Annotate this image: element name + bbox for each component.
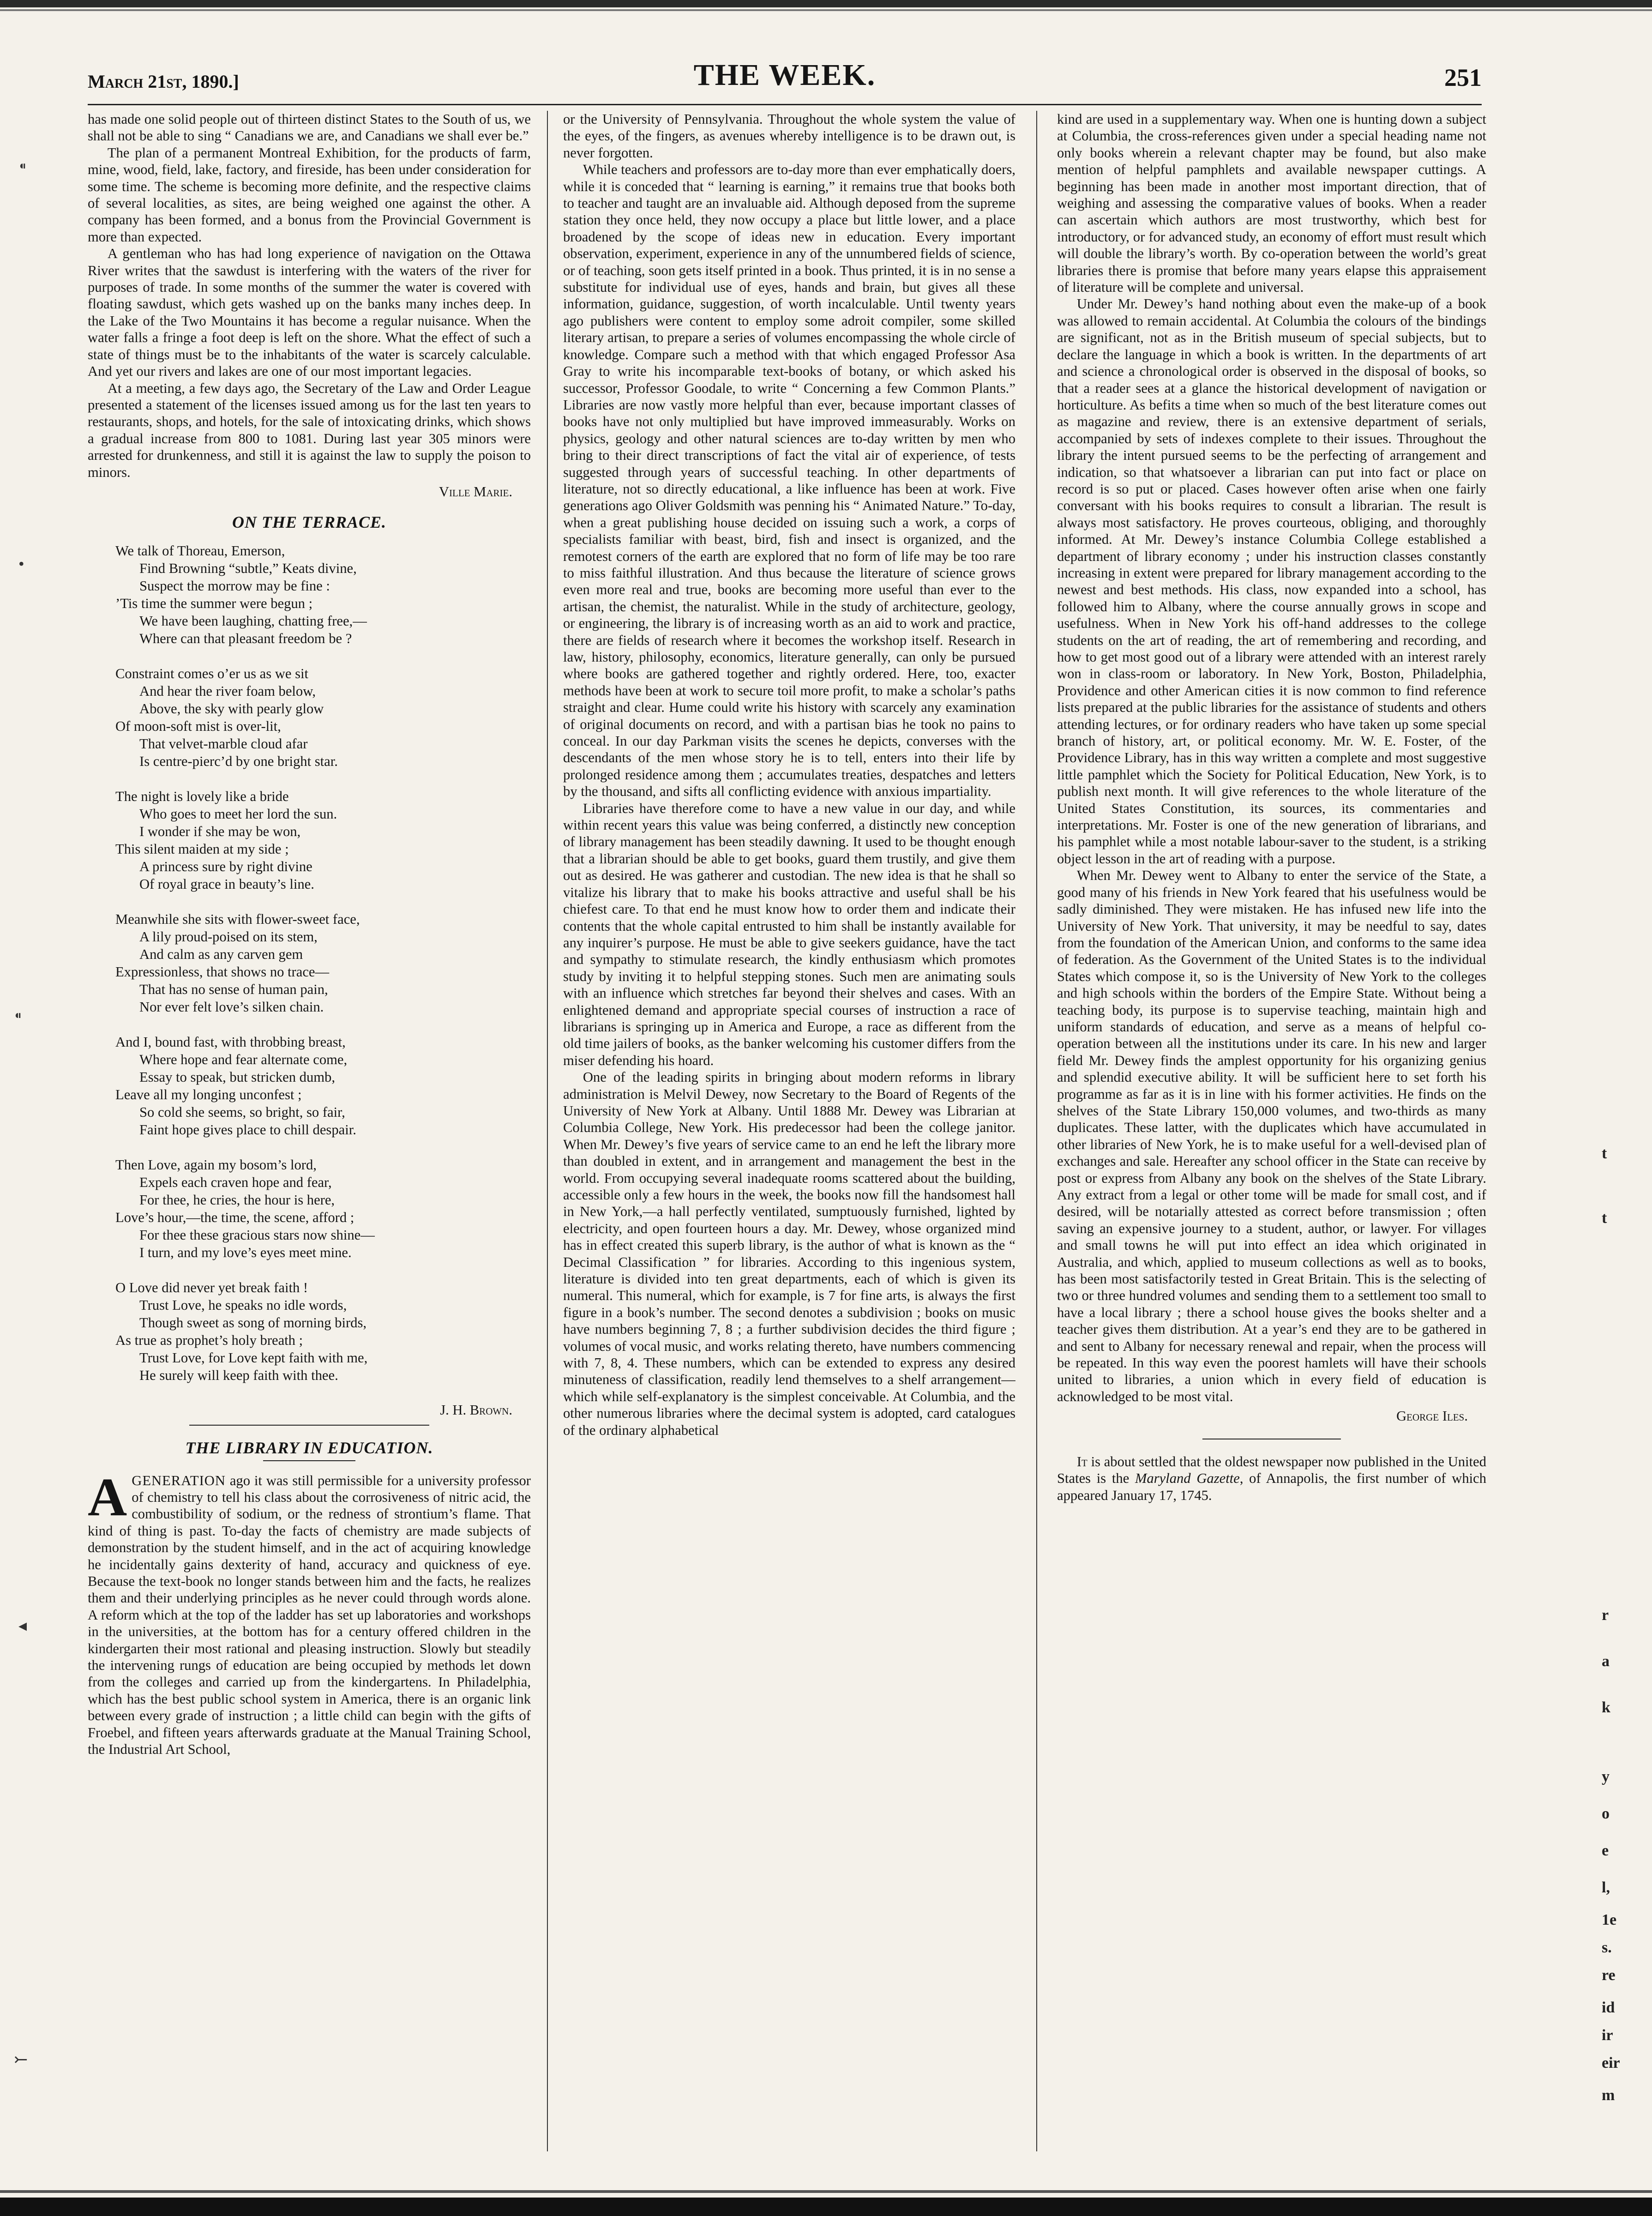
poem-line: ’Tis time the summer were begun ;: [115, 595, 313, 611]
column-1: [88, 111, 531, 2151]
poem-line: Nor ever felt love’s silken chain.: [139, 999, 324, 1015]
poem-line: Of moon-soft mist is over-lit,: [115, 718, 281, 734]
stanza: [115, 1279, 531, 1384]
poem-line: Where hope and fear alternate come,: [139, 1051, 348, 1067]
scan-mark: ⁌: [18, 157, 27, 176]
poem-line: For thee these gracious stars now shine—: [139, 1227, 375, 1243]
poem-line: For thee, he cries, the hour is here,: [139, 1192, 335, 1208]
edge-fragment: 1e: [1602, 1911, 1617, 1928]
scan-mark: •: [18, 554, 24, 573]
poem-line: I turn, and my love’s eyes meet mine.: [139, 1244, 352, 1260]
note-text-end: , of Annapolis, the first number of which appeared January 17, 1745.: [1057, 1470, 1486, 1503]
poem-line: Suspect the morrow may be fine :: [139, 578, 330, 594]
poem-line: Meanwhile she sits with flower-sweet face,: [115, 911, 360, 927]
column-3: [1057, 111, 1486, 2151]
edge-fragment: r: [1602, 1607, 1609, 1624]
stanza: [115, 665, 531, 770]
scan-mark: ⤚: [14, 2050, 28, 2069]
poem-title: ON THE TERRACE.: [232, 513, 387, 532]
poem-line: A lily proud-poised on its stem,: [139, 928, 318, 945]
poem-line: We have been laughing, chatting free,—: [139, 613, 367, 629]
poem-line: Trust Love, for Love kept faith with me,: [139, 1349, 368, 1366]
paragraph: Libraries have therefore come to have a new value in our day, and while within recent years this value was being conferred, a distinctly new conception of library management has been steadily dawning. It used to be thought enough that a librarian should be able to get books, guard them trustily, and give them out as desired. He was gatherer and custodian. The new idea is that he shall so vitalize his library that to make his books attractive and useful shall be his chiefest care. To that end he must know how to order them and indicate their contents that the whole capital entrusted to him shall be instantly available for any inquirer’s purpose. He must be able to give seekers guidance, have the tact and sympathy to stimulate research, the kindly enthusiasm which promotes study by inviting it to helpful stepping stones. Such men are animating souls with an influence which stretches far beyond their shelves and cases. With an enlightened demand and appropriate special courses of instruction a race of librarians is springing up in America and Europe, a race as different from the old time jailers of books, as the banker welcoming his customer differs from the miser defending his hoard.: [563, 800, 1015, 1068]
poem-line: Is centre-pierc’d by one bright star.: [139, 753, 338, 769]
poem-line: O Love did never yet break faith !: [115, 1279, 308, 1295]
poem: [115, 542, 531, 1384]
poem-line: Expels each craven hope and fear,: [139, 1174, 332, 1190]
poem-line: Who goes to meet her lord the sun.: [139, 806, 337, 822]
edge-fragment: k: [1602, 1699, 1610, 1716]
edge-fragment: id: [1602, 1999, 1615, 2016]
poem-line: Essay to speak, but stricken dumb,: [139, 1069, 335, 1085]
scan-top-edge: [0, 0, 1652, 7]
scan-bottom-edge: [0, 2198, 1652, 2216]
news-note: [1057, 1453, 1486, 1504]
publication-title: THE WEEK.: [693, 58, 876, 92]
paragraph: At a meeting, a few days ago, the Secretary of the Law and Order League presented a statement of the licenses issued among us for the last ten years to restaurants, shops, and hotels, for the sale of intoxicating drinks, which shows a gradual increase from 800 to 1081. During last year 305 minors were arrested for drunkenness, and still it is against the law to supply the poison to minors.: [88, 380, 531, 480]
poem-line: This silent maiden at my side ;: [115, 841, 289, 857]
edge-fragment: ir: [1602, 2027, 1613, 2044]
edge-fragment: eir: [1602, 2054, 1620, 2071]
scan-mark: ⁌: [14, 1007, 22, 1025]
stanza: [115, 542, 531, 647]
poem-line: Find Browning “subtle,” Keats divine,: [139, 560, 357, 576]
page-number: 251: [1444, 64, 1482, 91]
poem-line: Trust Love, he speaks no idle words,: [139, 1297, 347, 1313]
column-divider: [547, 111, 548, 2151]
poem-line: Though sweet as song of morning birds,: [139, 1314, 366, 1331]
poem-line: Faint hope gives place to chill despair.: [139, 1121, 356, 1138]
edge-fragment: y: [1602, 1768, 1610, 1785]
author-signature: George Iles.: [1396, 1408, 1468, 1424]
stanza: [115, 910, 531, 1016]
edge-fragment: s.: [1602, 1939, 1612, 1956]
note-text: is about settled that the oldest newspaper now published in the United States is the: [1057, 1453, 1486, 1487]
edge-fragment: l,: [1602, 1879, 1610, 1896]
poem-line: And hear the river foam below,: [139, 683, 316, 699]
paragraph: While teachers and professors are to-day more than ever emphatically doers, while it is conceded that “ learning is earning,” it remains true that books both to teacher and taught are an invaluable aid. Although deposed from the supreme station they once held, they now occupy a place but little lower, and a place broadened by the scope of ideas new in education. Every important observation, experiment, experience in any of the unnumbered fields of science, or of teaching, soon gets itself printed in a book. Thus printed, it is in no sense a substitute for individual use of eyes, hands and brain, but gives all these information, guidance, suggestion, of worth incalculable. Until twenty years ago publishers were content to employ some adroit compiler, some skilled literary artisan, to prepare a series of volumes encompassing the whole circle of knowledge. Compare such a method with that which engaged Professor Asa Gray to write his incomparable text-books of botany, or which asked his successor, Professor Goodale, to write “ Concerning a few Common Plants.” Libraries are now vastly more helpful than ever, because important classes of books have not only multiplied but have improved immeasurably. Works on physics, geology and other natural sciences are to-day written by men who bring to their direct transcriptions of fact the vital air of experience, of tests suggested through years of successful teaching. In other departments of literature, not so directly educational, a like influence has been at work. Five generations ago Oliver Goldsmith was penning his “ Animated Nature.” To-day, when a great publishing house decided on issuing such a work, a corps of specialists familiar with beast, bird, fish and insect is organized, and the remotest corners of the earth are explored that no form of life may be too rare to miss faithful illustration. And thus because the literature of science grows even more real and true, books are becoming more useful than ever to the artisan, the chemist, the naturalist. While in the study of architecture, geology, or engineering, the library is of increasing worth as an aid to work and practice, there are fields of research where it becomes the workshop itself. Research in law, history, philosophy, economics, literature generally, can only be pursued where books are gathered together and rightly ordered. Here, too, exacter methods have been at work to secure toil more profit, to make a scholar’s paths straight and clear. Hume could write his history with scarcely any examination of original documents on record, and with a partisan bias he took no pains to conceal. In our day Parkman visits the scenes he depicts, converses with the descendants of the men whose story he is to tell, enters into their life by prolonged residence among them ; accumulates treaties, despatches and letters by the thousand, and sifts all conflicting evidence with anxious impartiality.: [563, 162, 1015, 800]
poem-line: He surely will keep faith with thee.: [139, 1367, 338, 1383]
page-header: [88, 58, 1482, 99]
paragraph-text: ago it was still permissible for a university professor of chemistry to tell his class about the corrosiveness of nitric acid, the combustibility of sodium, or the redness of strontium’s flame. That kind of thing is past. To-day the facts of chemistry are made subjects of demonstration by the student himself, and in the act of acquiring knowledge he incidentally gains dexterity of hand, accuracy and quickness of eye. Because the text-book no longer stands between him and the facts, he realizes them and their underlying principles as he never could through words alone. A reform which at the top of the ladder has set up laboratories and workshops in the universities, at the bottom has for a century offered children in the kindergarten their most rational and pleasing instruction. Slowly but steadily the intervening rungs of education are being occupied by methods let down from the colleges and carried up from the kindergartens. In Philadelphia, which has the best public school system in America, there is an organic link between every grade of instruction ; a little child can begin with the gifts of Froebel, and fifteen years afterwards graduate at the Manual Training School, the Industrial Art School,: [88, 1472, 531, 1758]
title-rule: [263, 1460, 355, 1461]
poem-line: As true as prophet’s holy breath ;: [115, 1332, 303, 1348]
scan-bottom-line: [0, 2190, 1652, 2193]
first-word: GENERATION: [132, 1472, 226, 1488]
poem-line: And I, bound fast, with throbbing breast,: [115, 1034, 346, 1050]
scan-top-line: [0, 9, 1652, 11]
edge-fragment: e: [1602, 1842, 1609, 1859]
poem-line: A princess sure by right divine: [139, 858, 312, 874]
header-rule: [88, 104, 1482, 105]
paragraph: One of the leading spirits in bringing about modern reforms in library administration is Melvil Dewey, now Secretary to the Board of Regents of the University of New York at Albany. Until 1888 Mr. Dewey was Librarian at Columbia College, New York. His predecessor had been the college janitor. When Mr. Dewey’s five years of service came to an end he left the library more than doubled in extent, and in arrangement and management the best in the world. From occupying several inadequate rooms scattered about the building, accessible only a few hours in the week, the books now fill the handsomest hall in New York,—a hall perfectly ventilated, sumptuously furnished, lighted by electricity, and open fourteen hours a day. Mr. Dewey, whose organized mind has in effect created this superb library, is the author of what is known as the “ Decimal Classification ” for libraries. According to this ingenious system, literature is divided into ten great departments, each of which is given its numeral. This numeral, which for example, is 7 for fine arts, is always the first figure in a book’s number. The second denotes a subdivision ; books on music have numbers beginning 7, 8 ; a further subdivision decides the third figure ; volumes of vocal music, and works relating thereto, have numbers commencing with 7, 8, 4. These numbers, which can be extended to express any desired minuteness of classification, readily lend themselves to a shelf arrangement—which while self-explanatory is the simplest conceivable. At Columbia, and the other numerous libraries where the decimal system is adopted, card catalogues of the ordinary alphabetical: [563, 1069, 1015, 1438]
edge-fragment: o: [1602, 1805, 1610, 1822]
stanza: [115, 1033, 531, 1138]
poem-line: Where can that pleasant freedom be ?: [139, 630, 352, 646]
section-rule: [189, 1425, 429, 1426]
paragraph: When Mr. Dewey went to Albany to enter the service of the State, a good many of his friends in New York feared that his usefulness would be sadly diminished. They were mistaken. He has infused new life into the University of New York. That university, it may be needful to say, dates from the foundation of the American Union, and conforms to the same idea of federation. As the Government of the United States is to the individual States which compose it, so is the University of New York to the colleges and high schools within the borders of the Empire State. Without being a teaching body, its purpose is to supervise teaching, maintain high and uniform standards of education, and serve as a means of helpful co-operation between all the institutions under its care. In his new and larger field Mr. Dewey finds the amplest opportunity for his organizing genius and splendid executive ability. It will be sufficient here to set forth his programme as far as it is in line with his former activities. He finds on the shelves of the State Library 150,000 volumes, and two-thirds as many duplicates. These latter, with the duplicates which have accumulated in other libraries of New York, he is to make useful for a well-devised plan of exchanges and sale. Hereafter any school officer in the State can receive by post or express from Albany any book on the shelves of the State Library. Any extract from a legal or other tome will be made for small cost, and if desired, will be notarially attested as correct before transmission ; often saving an expensive journey to a student, author, or lawyer. For villages and small towns he will put into effect an idea which originated in Australia, and which, applied to museum collections as well as to books, has been most satisfactorily tested in Great Britain. This is the selecting of two or three hundred volumes and sending them to a settlement too small to have a local library ; there a school house gives the books shelter and a teacher gives them distribution. At a year’s end they are to be gathered in and sent to Albany for necessary renewal and repair, when the process will be repeated. In this way even the poorest hamlets will have their schools united to libraries, a union which in every field of education is acknowledged to be most vital.: [1057, 867, 1486, 1404]
poem-line: We talk of Thoreau, Emerson,: [115, 542, 285, 559]
stanza: [115, 1156, 531, 1261]
edge-fragment: t: [1602, 1210, 1607, 1227]
paragraph: or the University of Pennsylvania. Throughout the whole system the value of the eyes, of the fingers, as avenues whereby intelligence is to be drawn out, is never forgotten.: [563, 111, 1015, 161]
author-signature: Ville Marie.: [439, 483, 512, 500]
paragraph: kind are used in a supplementary way. When one is hunting down a subject at Columbia, the cross-references given under a special heading name not only books wherein a relevant chapter may be found, but also make mention of helpful pamphlets and available newspaper cuttings. A beginning has been made in another most important direction, that of weighing and assessing the comparative values of books. When a reader can ascertain which authors are most trustworthy, which best for introductory, or for advanced study, an economy of effort must result which will double the library’s worth. By co-operation between the world’s great libraries there is promise that before many years elapse this appraisement of literature will be complete and universal.: [1057, 111, 1486, 295]
paragraph: has made one solid people out of thirteen distinct States to the South of us, we shall not be able to sing “ Canadians we are, and Canadians we shall ever be.”: [88, 111, 531, 144]
edge-fragment: m: [1602, 2087, 1615, 2104]
poem-line: Then Love, again my bosom’s lord,: [115, 1156, 317, 1173]
stanza: [115, 788, 531, 893]
poem-line: And calm as any carven gem: [139, 946, 303, 962]
poem-line: Love’s hour,—the time, the scene, afford ;: [115, 1209, 354, 1225]
edge-fragment: a: [1602, 1653, 1610, 1670]
article-opening: [88, 1466, 531, 1758]
edge-fragment: re: [1602, 1967, 1616, 1984]
drop-cap: A: [88, 1466, 127, 1527]
poem-line: So cold she seems, so bright, so fair,: [139, 1104, 345, 1120]
poem-line: Of royal grace in beauty’s line.: [139, 876, 314, 892]
poem-line: The night is lovely like a bride: [115, 788, 289, 804]
edge-fragment: t: [1602, 1145, 1607, 1162]
paragraph: Under Mr. Dewey’s hand nothing about even the make-up of a book was allowed to remain accidental. At Columbia the colours of the bindings are significant, not as in the British museum of special subjects, but to declare the language in which a book is written. In the departments of art and science a chronological order is observed in the disposal of books, so that a reader sees at a glance the historical development of navigation or horticulture. As befits a time when so much of the best literature comes out as magazine and review, there is an extensive department of serials, accompanied by sets of indexes complete to their issues. Throughout the library the intent pursued seems to be the perfecting of arrangement and indication, so that whatsoever a librarian can put into fact or place on record is so put or placed. Cases however often arise when one fairly conversant with his books requires to consult a librarian. The result is always most satisfactory. He proves courteous, obliging, and thoroughly informed. At Mr. Dewey’s instance Columbia College established a department of library economy ; under his instruction classes constantly increasing in extent were prepared for library management according to the newest and best methods. His class, now expanded into a school, has followed him to Albany, where the course annually grows in scope and usefulness. When in New York his off-hand addresses to the college students on the art of reading, the art of remembering and recording, and how to get most good out of a library were attended with an interest rarely won in class-room or laboratory. In New York, Boston, Philadelphia, Providence and other American cities it is now common to find reference lists prepared at the public libraries for the assistance of students and others attending lectures, or for ordinary readers who have taken up some special branch of history, art, or political economy. Mr. W. E. Foster, of the Providence Library, has in this way written a complete and most suggestive little pamphlet which the Society for Political Education, New York, is to publish next month. It will give references to the whole literature of the United States Constitution, its sources, its commentaries and interpretations. Mr. Foster is one of the new generation of librarians, and his pamphlet while a most notable labour-saver to the student, is a striking object lesson in the art of reading with a purpose.: [1057, 296, 1486, 867]
author-signature: J. H. Brown.: [440, 1402, 512, 1418]
poem-line: Constraint comes o’er us as we sit: [115, 665, 309, 681]
column-divider: [1036, 111, 1037, 2151]
poem-line: Leave all my longing unconfest ;: [115, 1086, 302, 1102]
paragraph: The plan of a permanent Montreal Exhibition, for the products of farm, mine, wood, field, lake, factory, and fireside, has been under consideration for some time. The scheme is becoming more definite, and the respective claims of several localities, as sites, are being weighed one against the other. A company has been formed, and a bonus from the Provincial Government is more than expected.: [88, 145, 531, 245]
article-title: THE LIBRARY IN EDUCATION.: [185, 1439, 433, 1457]
newspaper-name: Maryland Gazette: [1135, 1470, 1240, 1487]
issue-date: March 21st, 1890.]: [88, 71, 239, 92]
scan-mark: ◂: [18, 1616, 27, 1635]
poem-line: I wonder if she may be won,: [139, 823, 301, 839]
paragraph: A gentleman who has had long experience of navigation on the Ottawa River writes that the sawdust is interfering with the waters of the river for purposes of trade. In some months of the summer the water is covered with floating sawdust, which gets washed up on the banks many inches deep. In the Lake of the Two Mountains it has become a regular nuisance. When the water falls a fringe a foot deep is left on the shore. What the effect of such a state of things must be to the inhabitants of the water is scarcely calculable. And yet our rivers and lakes are one of our most important legacies.: [88, 246, 531, 379]
poem-line: That velvet-marble cloud afar: [139, 735, 308, 752]
poem-line: That has no sense of human pain,: [139, 981, 328, 997]
column-2: [563, 111, 1015, 2151]
note-first-word: It: [1076, 1453, 1087, 1469]
poem-line: Above, the sky with pearly glow: [139, 700, 324, 717]
poem-line: Expressionless, that shows no trace—: [115, 963, 330, 980]
